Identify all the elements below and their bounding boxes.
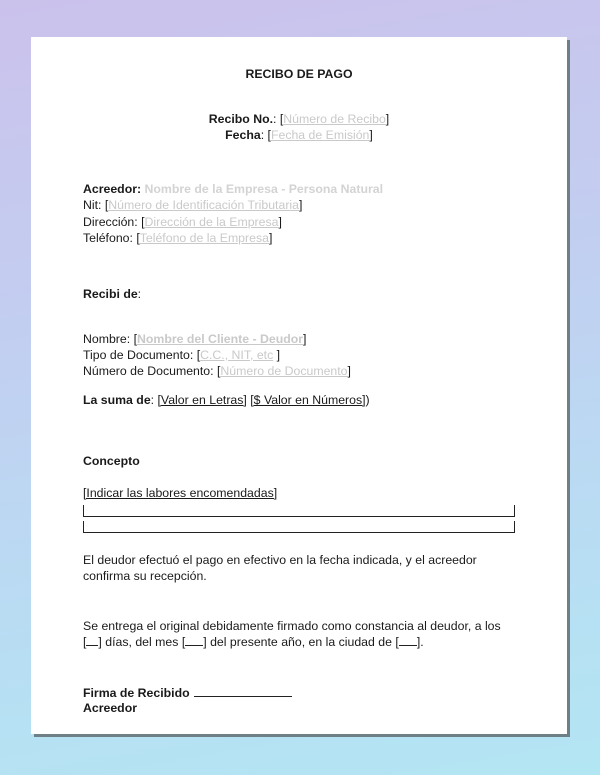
creditor-line: Acreedor: Nombre de la Empresa - Persona Natural — [83, 182, 384, 196]
signature-field[interactable] — [194, 684, 292, 697]
payment-statement-line-2: confirma su recepción. — [83, 569, 207, 583]
receipt-number-line: Recibo No.: [Número de Recibo] — [208, 112, 390, 126]
issue-date-field[interactable]: Fecha de Emisión — [270, 128, 370, 142]
signature-line: Firma de Recibido — [83, 684, 292, 701]
days-field[interactable] — [86, 634, 98, 646]
client-name-line: Nombre: [Nombre del Cliente - Deudor] — [83, 332, 307, 346]
doc-number-line: Número de Documento: [Número de Documento] — [83, 364, 351, 378]
phone-line: Teléfono: [Teléfono de la Empresa] — [83, 231, 273, 245]
received-from-heading: Recibi de: — [83, 287, 142, 301]
amount-numbers-field[interactable]: [$ Valor en Números] — [250, 393, 366, 407]
signature-role: Acreedor — [83, 701, 137, 715]
concept-line — [83, 485, 277, 501]
month-field[interactable] — [185, 634, 203, 646]
amount-line: La suma de: [Valor en Letras] [$ Valor en Números]) — [83, 393, 370, 407]
concept-field[interactable]: [Indicar las labores encomendadas] — [83, 486, 278, 500]
doc-number-field[interactable]: Número de Documento — [220, 364, 348, 378]
doc-type-field[interactable]: C.C., NIT, etc — [200, 348, 274, 362]
phone-field[interactable]: Teléfono de la Empresa — [139, 231, 269, 245]
receipt-page — [31, 37, 567, 734]
date-line: Fecha: [Fecha de Emisión] — [225, 128, 373, 142]
address-field[interactable]: Dirección de la Empresa — [144, 215, 279, 229]
document-title: RECIBO DE PAGO — [245, 67, 353, 81]
creditor-name-field[interactable]: Nombre de la Empresa - Persona Natural — [144, 182, 384, 196]
doc-type-line: Tipo de Documento: [C.C., NIT, etc ] — [83, 348, 281, 362]
payment-statement-line-1: El deudor efectuó el pago en efectivo en la fecha indicada, y el acreedor — [83, 553, 477, 567]
nit-line: Nit: [Número de Identificación Tributaria] — [83, 198, 303, 212]
delivery-statement-line-1: Se entrega el original debidamente firmado como constancia al deudor, a los — [83, 619, 501, 633]
amount-words-field[interactable]: [Valor en Letras] — [157, 393, 247, 407]
concept-blank-line-1[interactable] — [83, 505, 515, 517]
receipt-number-field[interactable]: Número de Recibo — [283, 112, 386, 126]
concept-blank-line-2[interactable] — [83, 521, 515, 533]
nit-field[interactable]: Número de Identificación Tributaria — [108, 198, 299, 212]
concept-heading: Concepto — [83, 454, 140, 468]
delivery-statement-line-2: [ ] días, del mes [ ] del presente año, en la ciudad de [ ]. — [83, 635, 424, 649]
city-field[interactable] — [399, 634, 417, 646]
address-line: Dirección: [Dirección de la Empresa] — [83, 215, 282, 229]
client-name-field[interactable]: Nombre del Cliente - Deudor — [137, 332, 304, 346]
